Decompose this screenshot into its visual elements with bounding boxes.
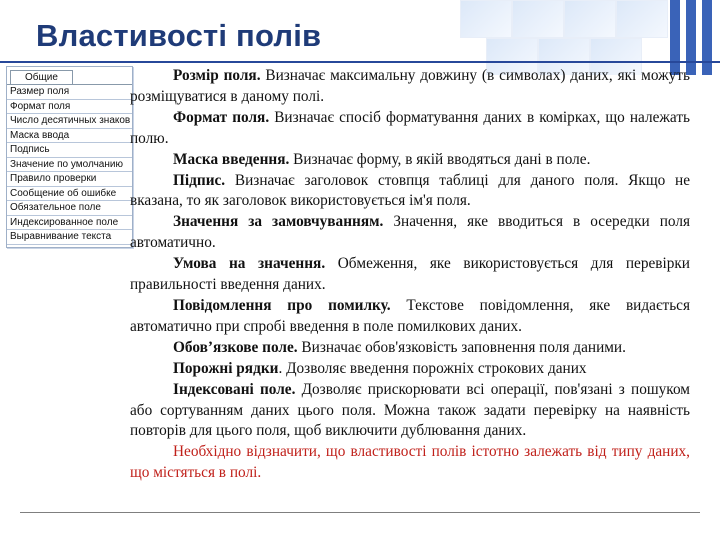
properties-list [7, 84, 132, 245]
property-term: Порожні рядки [173, 359, 279, 377]
property-term: Значення за замовчуванням. [173, 213, 384, 231]
property-description: Текстове повідомлення, яке видається автоматично при спробі введення в поле помилкових даних. [130, 296, 690, 335]
property-row[interactable]: Обязательное поле [7, 201, 132, 216]
property-paragraph [130, 359, 690, 380]
property-description: Значення, яке вводиться в осередки поля автоматично. [130, 213, 690, 252]
property-paragraph [130, 380, 690, 443]
property-paragraph [130, 254, 690, 296]
property-term: Формат поля. [173, 108, 270, 126]
property-term: Повідомлення про помилку. [173, 296, 391, 314]
property-paragraph [130, 108, 690, 150]
property-paragraph [130, 296, 690, 338]
property-row[interactable]: Подпись [7, 143, 132, 158]
property-term: Індексовані поле. [173, 380, 296, 398]
property-term: Розмір поля. [173, 67, 261, 84]
property-description: Визначає форму, в якій вводяться дані в поле. [289, 150, 591, 168]
property-paragraph [130, 338, 690, 359]
property-description: Визначає максимальну довжину (в символах) даних, які можуть розміщуватися в даному полі. [130, 67, 690, 105]
page-title: Властивості полів [36, 18, 322, 53]
property-paragraph [130, 212, 690, 254]
property-description: Визначає заголовок стовпця таблиці для даного поля. Якщо не вказана, то як заголовок використовується ім'я поля. [130, 171, 690, 210]
property-row[interactable]: Формат поля [7, 100, 132, 115]
property-description: Дозволяє прискорювати всі операції, пов'язані з пошуком або сортуванням даних цього поля. Можна також задати перевірку на наявність повторів для цього поля, щоб виключити дублювання даних. [130, 380, 690, 440]
property-row[interactable]: Правило проверки [7, 172, 132, 187]
header-decoration [460, 0, 720, 75]
description-text [130, 66, 690, 484]
property-paragraph [130, 171, 690, 213]
property-term: Умова на значення. [173, 255, 326, 273]
property-row[interactable]: Значение по умолчанию [7, 158, 132, 173]
property-description: . Дозволяє введення порожніх строкових даних [278, 359, 587, 377]
footer-divider [20, 512, 700, 513]
property-term: Обов’язкове поле. [173, 338, 298, 356]
property-row[interactable]: Выравнивание текста [7, 230, 132, 245]
property-row[interactable]: Маска ввода [7, 129, 132, 144]
property-row[interactable]: Индексированное поле [7, 216, 132, 231]
property-description: Визначає спосіб форматування даних в комірках, що належать полю. [130, 108, 690, 147]
property-term: Підпис. [173, 171, 226, 189]
note-paragraph: Необхідно відзначити, що властивості полів істотно залежать від типу даних, що містяться в полі. [130, 443, 690, 482]
tab-general[interactable]: Общие [10, 70, 73, 84]
property-row[interactable]: Сообщение об ошибке [7, 187, 132, 202]
property-row[interactable]: Число десятичных знаков [7, 114, 132, 129]
property-paragraph [130, 66, 690, 108]
field-properties-panel [6, 66, 133, 248]
property-term: Маска введення. [173, 150, 290, 168]
title-divider [0, 61, 720, 63]
property-description: Визначає обов'язковість заповнення поля даними. [297, 338, 626, 356]
property-row[interactable]: Размер поля [7, 85, 132, 100]
property-description: Обмеження, яке використовується для перевірки правильності введення даних. [130, 255, 690, 294]
paragraph-list [130, 66, 690, 442]
property-paragraph [130, 150, 690, 171]
